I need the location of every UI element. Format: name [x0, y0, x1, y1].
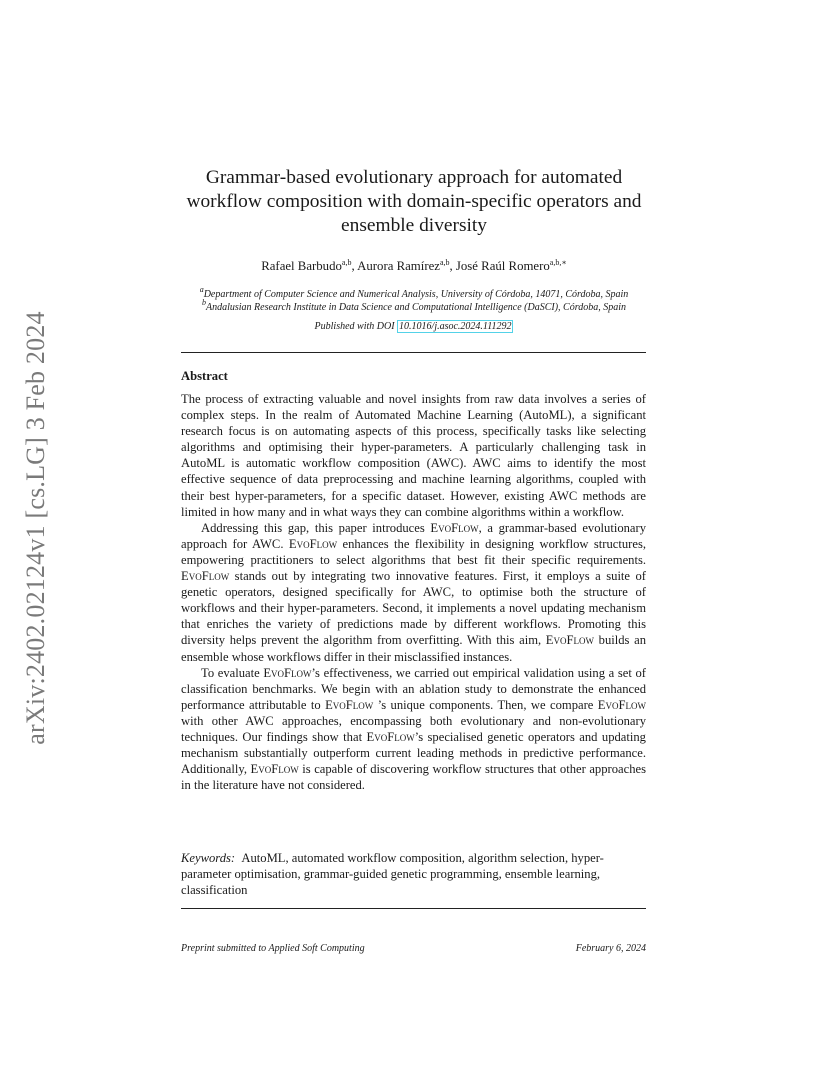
abstract-paragraph: Addressing this gap, this paper introduces EvoFlow, a grammar-based evolutionary approach for AWC. EvoFlow enhances the flexibility in designing workflow structures, empowering practitioners to select algorithms that best fit their specific requirements. EvoFlow stands out by integrating two innovative features. First, it employs a suite of genetic operators, designed specifically for AWC, to optimise both the structure of workflows and their hyper-parameters. Second, it implements a novel updating mechanism that enriches the variety of predictions made by different workflows. Promoting this diversity helps prevent the algorithm from overfitting. With this aim, EvoFlow builds an ensemble whose workflows differ in their misclassified instances. — [181, 520, 646, 664]
author-list — [150, 259, 678, 274]
method-name: EvoFlow — [366, 729, 415, 744]
author-affiliation-mark: a,b — [439, 258, 450, 267]
author-name: Rafael Barbudo — [261, 259, 342, 273]
author-affiliation-mark: a,b,∗ — [549, 258, 567, 267]
method-name: EvoFlow — [325, 697, 374, 712]
abstract-heading: Abstract — [181, 369, 228, 383]
method-name: EvoFlow — [288, 536, 338, 551]
publication-prefix: Published with DOI — [314, 321, 398, 332]
author-name: José Raúl Romero — [455, 259, 550, 273]
affiliation — [140, 298, 688, 313]
keywords-text: AutoML, automated workflow composition, algorithm selection, hyper-parameter optimisation, grammar-guided genetic programming, ensemble learning, classification — [181, 851, 604, 898]
method-name: EvoFlow — [263, 665, 312, 680]
method-name: EvoFlow — [430, 520, 479, 535]
affiliation-mark: b — [201, 298, 206, 307]
arxiv-sidebar — [16, 296, 56, 760]
abstract-paragraph: The process of extracting valuable and novel insights from raw data involves a series of complex steps. In the realm of Automated Machine Learning (AutoML), a significant research focus is on automating aspects of this process, specifically tasks like selecting algorithms and optimising their hyper-parameters. A particularly challenging task in AutoML is automatic workflow composition (AWC). AWC aims to identify the most effective sequence of data preprocessing and machine learning algorithms, coupled with their best hyper-parameters, for a specific dataset. However, existing AWC methods are limited in how many and in what ways they can combine algorithms within a workflow. — [181, 392, 646, 519]
abstract-paragraph: To evaluate EvoFlow’s effectiveness, we carried out empirical validation using a set of classification benchmarks. We begin with an ablation study to demonstrate the enhanced performance attributable to EvoFlow ’s unique components. Then, we compare EvoFlow with other AWC approaches, encompassing both evolutionary and non-evolutionary techniques. Our findings show that EvoFlow’s specialised genetic operators and updating mechanism substantially outperform current leading methods in predictive performance. Additionally, EvoFlow is capable of discovering workflow structures that other approaches in the literature have not considered. — [181, 665, 646, 793]
affiliation — [140, 285, 688, 300]
paper-title: Grammar-based evolutionary approach for automated workflow composition with domain-specific operators and ensemble diversity — [186, 167, 642, 236]
footer-date: February 6, 2024 — [575, 943, 646, 954]
affiliation-mark: a — [199, 285, 204, 294]
keywords-label: Keywords: — [181, 851, 236, 865]
author-separator: , — [449, 259, 456, 273]
keywords — [181, 850, 646, 898]
method-name: EvoFlow — [545, 633, 594, 648]
publication-note — [140, 321, 688, 332]
author-affiliation-mark: a,b — [341, 258, 352, 267]
footer-preprint-note: Preprint submitted to Applied Soft Computing — [181, 943, 365, 954]
abstract-body — [181, 391, 646, 793]
top-divider — [181, 352, 646, 353]
method-name: EvoFlow — [597, 697, 646, 712]
method-name: EvoFlow — [250, 762, 299, 777]
doi-link[interactable]: 10.1016/j.asoc.2024.111292 — [399, 321, 512, 332]
arxiv-identifier: arXiv:2402.02124v1 [cs.LG] 3 Feb 2024 — [21, 311, 50, 745]
affiliation-text: Department of Computer Science and Numerical Analysis, University of Córdoba, 14071, Córdoba, Spain — [203, 289, 629, 300]
author-separator: , — [351, 259, 358, 273]
method-name: EvoFlow — [181, 569, 230, 584]
author-name: Aurora Ramírez — [357, 259, 440, 273]
bottom-divider — [181, 908, 646, 909]
affiliation-text: Andalusian Research Institute in Data Science and Computational Intelligence (DaSCI), Córdoba, Spain — [205, 302, 627, 313]
